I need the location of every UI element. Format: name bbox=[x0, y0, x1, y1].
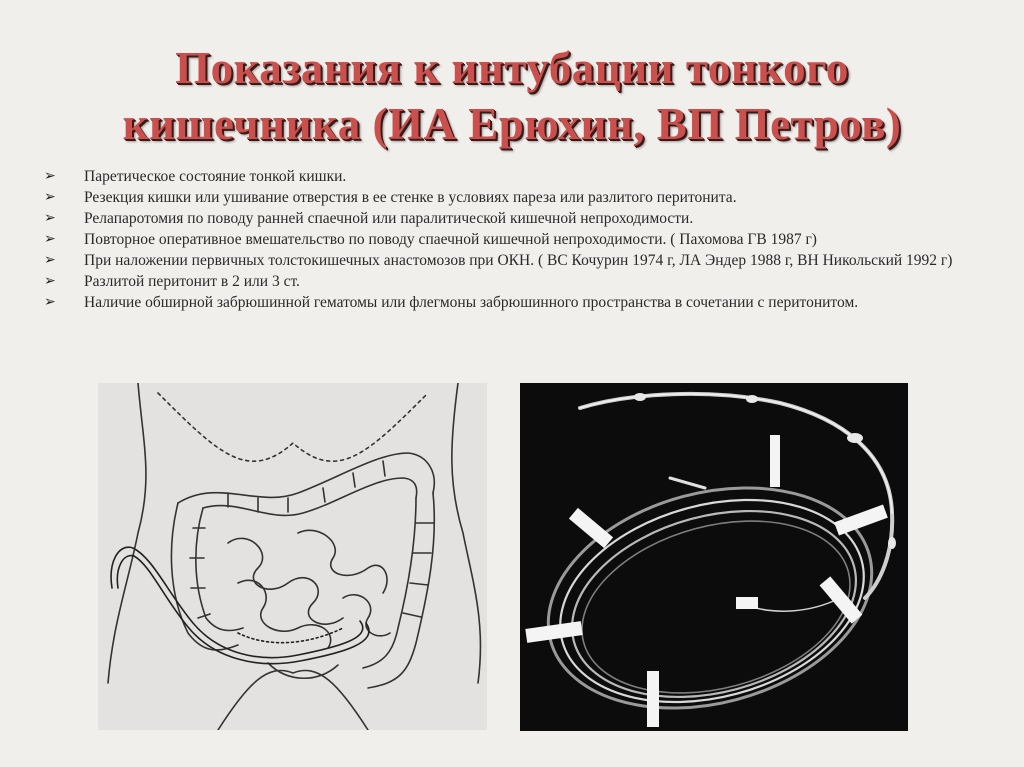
list-item bbox=[44, 189, 984, 206]
list-item bbox=[44, 210, 984, 227]
arrow-bullet-icon: ➢ bbox=[44, 168, 56, 184]
arrow-bullet-icon: ➢ bbox=[44, 294, 56, 310]
list-item-text: Разлитой перитонит в 2 или 3 ст. bbox=[84, 273, 300, 290]
list-item-text: При наложении первичных толстокишечных анастомозов при ОКН. ( ВС Кочурин 1974 г, ЛА Эндер 1988 г, ВН Никольский 1992 г) bbox=[84, 252, 953, 269]
list-item-text: Резекция кишки или ушивание отверстия в ее стенке в условиях пареза или разлитого перитонита. bbox=[84, 189, 737, 206]
intestinal-tube-photo bbox=[520, 383, 908, 731]
list-item-text: Повторное оперативное вмешательство по поводу спаечной кишечной непроходимости. ( Пахомова ГВ 1987 г) bbox=[84, 231, 817, 248]
list-item-text: Релапаротомия по поводу ранней спаечной или паралитической кишечной непроходимости. bbox=[84, 210, 694, 227]
coiled-tube-image bbox=[520, 383, 908, 731]
list-item bbox=[44, 294, 984, 311]
list-item bbox=[44, 231, 984, 248]
title-line-2: кишечника (ИА Ерюхин, ВП Петров) bbox=[122, 99, 902, 149]
intestine-drawing bbox=[98, 383, 487, 730]
list-item bbox=[44, 252, 984, 269]
list-item-text: Наличие обширной забрюшинной гематомы или флегмоны забрюшинного пространства в сочетании с перитонитом. bbox=[84, 294, 859, 311]
arrow-bullet-icon: ➢ bbox=[44, 231, 56, 247]
indications-list bbox=[44, 168, 984, 315]
list-item bbox=[44, 168, 984, 185]
abdomen-illustration bbox=[98, 383, 487, 730]
arrow-bullet-icon: ➢ bbox=[44, 273, 56, 289]
list-item-text: Паретическое состояние тонкой кишки. bbox=[84, 168, 347, 185]
title-line-1: Показания к интубации тонкого bbox=[175, 43, 849, 93]
arrow-bullet-icon: ➢ bbox=[44, 252, 56, 268]
slide-title bbox=[60, 40, 964, 152]
arrow-bullet-icon: ➢ bbox=[44, 189, 56, 205]
arrow-bullet-icon: ➢ bbox=[44, 210, 56, 226]
list-item bbox=[44, 273, 984, 290]
